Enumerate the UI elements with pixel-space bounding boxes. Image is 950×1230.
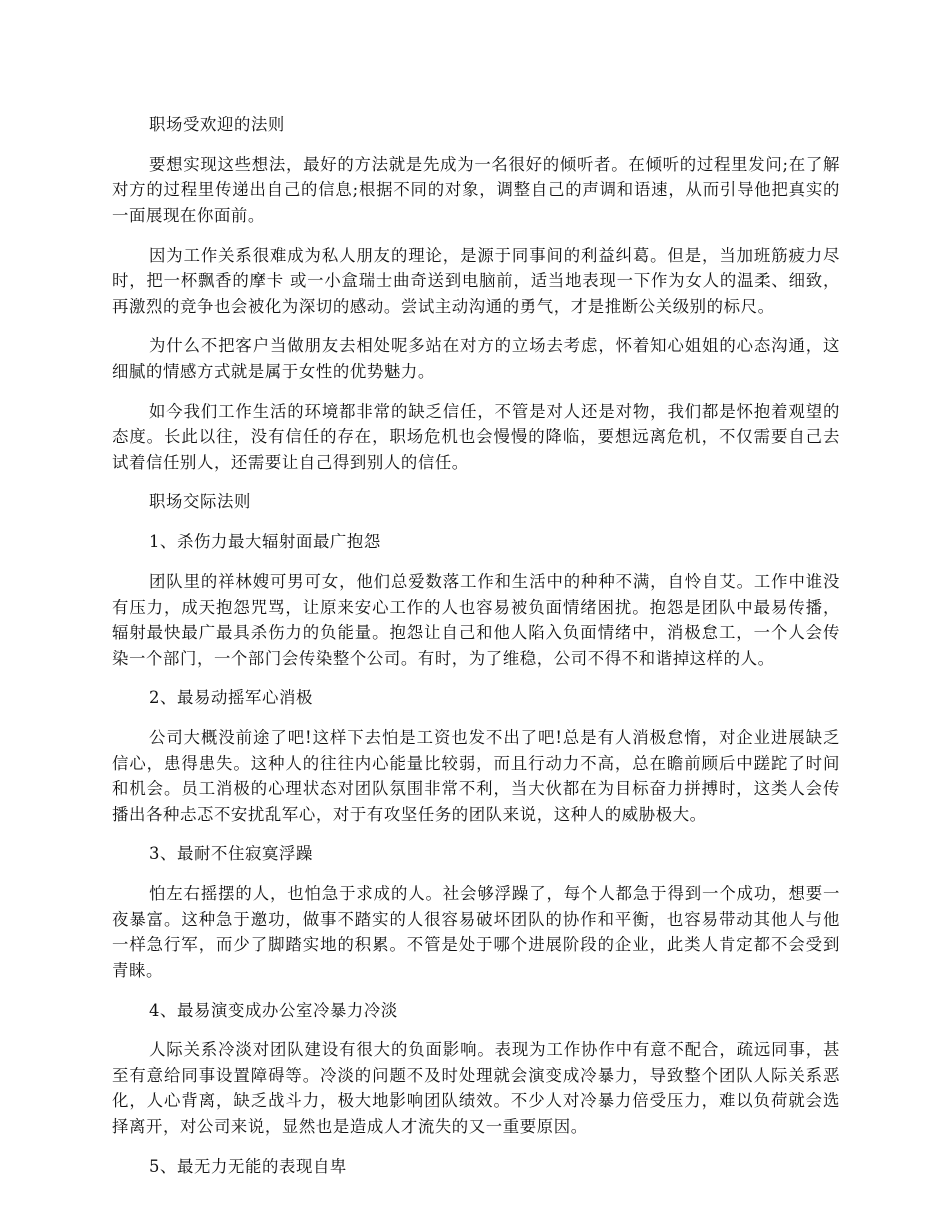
body-paragraph: 为什么不把客户当做朋友去相处呢多站在对方的立场去考虑，怀着知心姐姐的心态沟通，这细腻的情感方式就是属于女性的优势魅力。	[112, 336, 840, 381]
body-paragraph: 因为工作关系很难成为私人朋友的理论，是源于同事间的利益纠葛。但是，当加班筋疲力尽时，把一杯飘香的摩卡 或一小盒瑞士曲奇送到电脑前，适当地表现一下作为女人的温柔、细致，再激烈的竞争也会被化为深切的感动。尝试主动沟通的勇气，才是推断公关级别的标尺。	[112, 245, 840, 316]
body-paragraph: 人际关系冷淡对团队建设有很大的负面影响。表现为工作协作中有意不配合，疏远同事，甚至有意给同事设置障碍等。冷淡的问题不及时处理就会演变成冷暴力，导致整个团队人际关系恶化，人心背离，缺乏战斗力，极大地影响团队绩效。不少人对冷暴力倍受压力，难以负荷就会选择离开，对公司来说，显然也是造成人才流失的又一重要原因。	[112, 1040, 840, 1136]
body-paragraph: 如今我们工作生活的环境都非常的缺乏信任，不管是对人还是对物，我们都是怀抱着观望的态度。长此以往，没有信任的存在，职场危机也会慢慢的降临，要想远离危机，不仅需要自己去试着信任别人，还需要让自己得到别人的信任。	[112, 401, 840, 472]
section-heading: 1、杀伤力最大辐射面最广抱怨	[149, 532, 381, 552]
document-body	[112, 112, 840, 1193]
body-paragraph: 公司大概没前途了吧!这样下去怕是工资也发不出了吧!总是有人消极怠惰，对企业进展缺乏信心，患得患失。这种人的往往内心能量比较弱，而且行动力不高，总在瞻前顾后中蹉跎了时间和机会。员工消极的心理状态对团队氛围非常不利，当大伙都在为目标奋力拼搏时，这类人会传播出各种忐忑不安扰乱军心，对于有攻坚任务的团队来说，这种人的威胁极大。	[112, 728, 840, 824]
body-paragraph: 团队里的祥林嫂可男可女，他们总爱数落工作和生活中的种种不满，自怜自艾。工作中谁没有压力，成天抱怨咒骂，让原来安心工作的人也容易被负面情绪困扰。抱怨是团队中最易传播，辐射最快最广最具杀伤力的负能量。抱怨让自己和他人陷入负面情绪中，消极怠工，一个人会传染一个部门，一个部门会传染整个公司。有时，为了维稳，公司不得不和谐掉这样的人。	[112, 572, 840, 668]
section-heading: 职场交际法则	[149, 492, 251, 512]
section-heading: 3、最耐不住寂寞浮躁	[149, 844, 313, 864]
section-heading: 5、最无力无能的表现自卑	[149, 1156, 347, 1176]
section-heading: 2、最易动摇军心消极	[149, 688, 313, 708]
body-paragraph: 要想实现这些想法，最好的方法就是先成为一名很好的倾听者。在倾听的过程里发问;在了解对方的过程里传递出自己的信息;根据不同的对象，调整自己的声调和语速，从而引导他把真实的一面展现在你面前。	[112, 154, 840, 225]
body-paragraph: 怕左右摇摆的人，也怕急于求成的人。社会够浮躁了，每个人都急于得到一个成功，想要一夜暴富。这种急于邀功，做事不踏实的人很容易破坏团队的协作和平衡，也容易带动其他人与他一样急行军，而少了脚踏实地的积累。不管是处于哪个进展阶段的企业，此类人肯定都不会受到青睐。	[112, 884, 840, 980]
section-heading: 4、最易演变成办公室冷暴力冷淡	[149, 1000, 398, 1020]
section-heading: 职场受欢迎的法则	[149, 115, 285, 134]
